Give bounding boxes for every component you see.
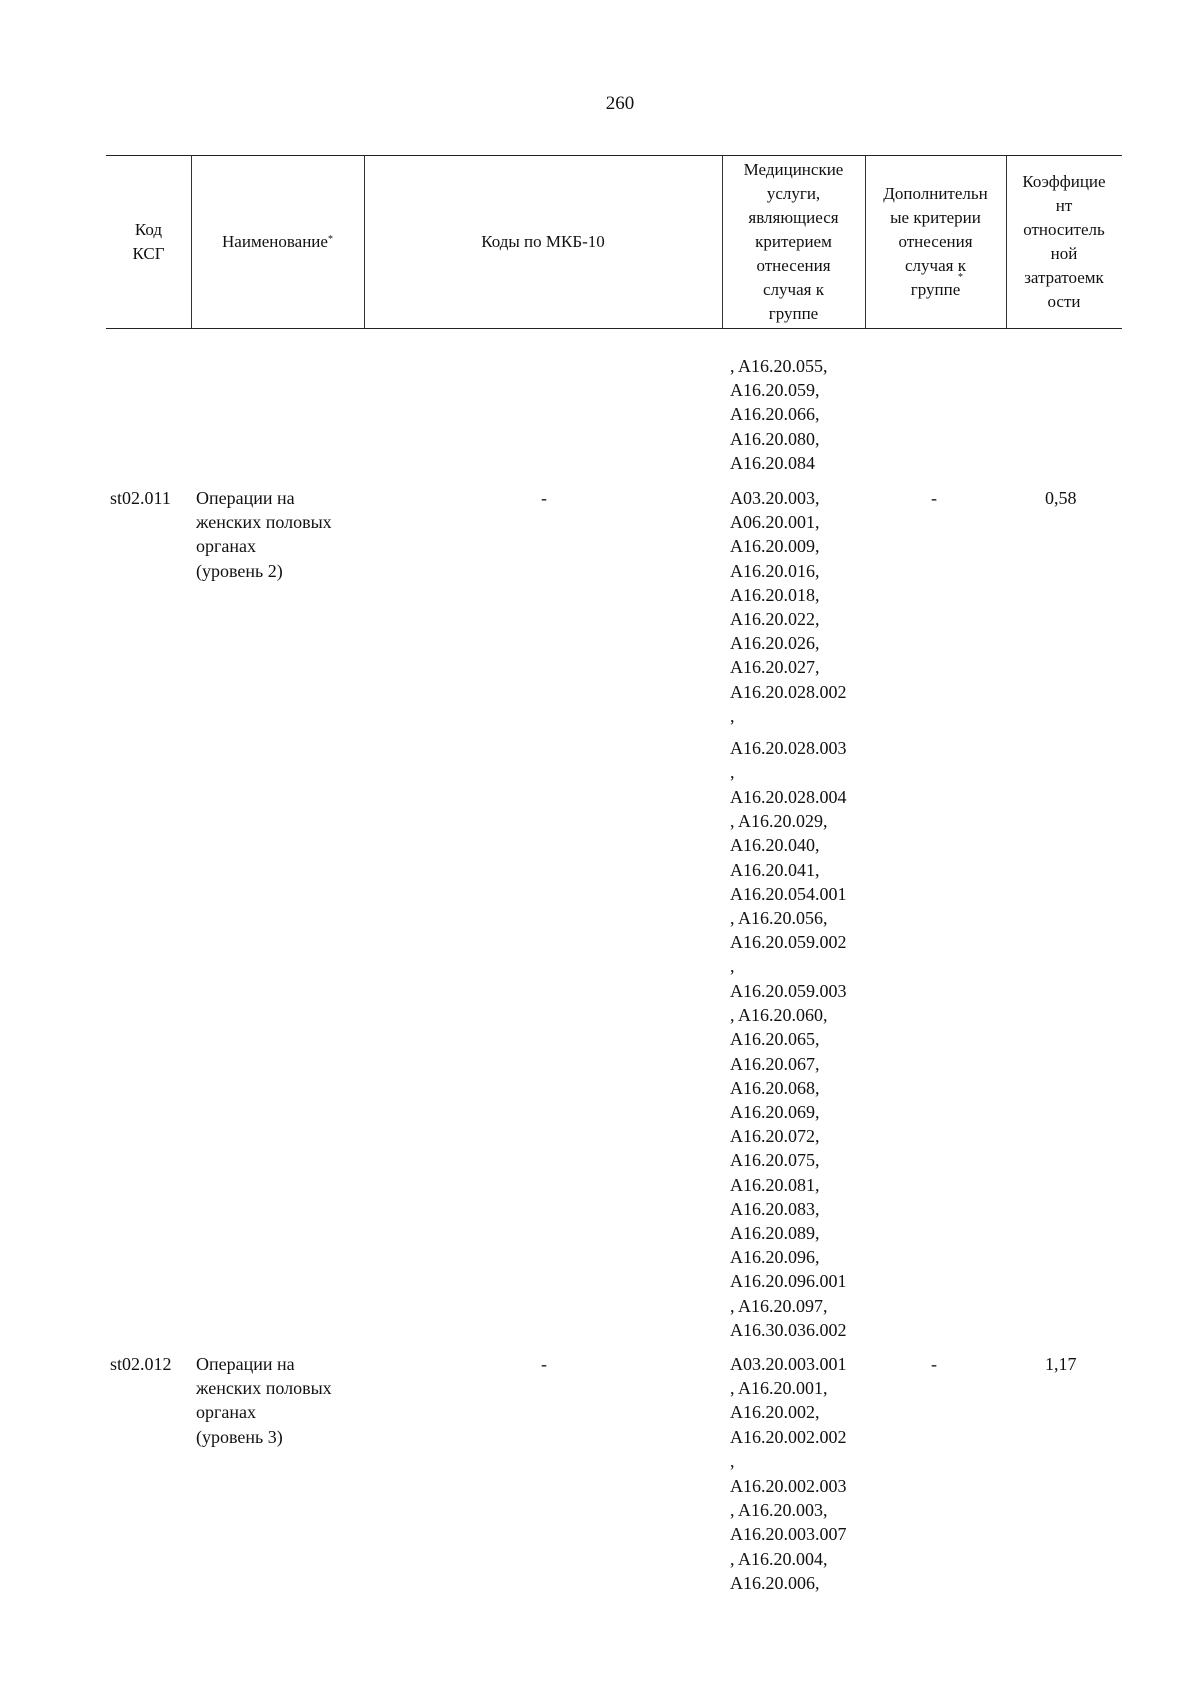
footnote-mark: * (327, 234, 333, 245)
row-code: st02.012 (110, 1354, 172, 1374)
row-extra: - (931, 1354, 937, 1374)
row-services: A03.20.003.001 , A16.20.001, A16.20.002, A16.20.002.002 , (730, 1354, 847, 1471)
row-extra: - (931, 488, 937, 508)
row-coefficient: 1,17 (1045, 1354, 1077, 1374)
row-code: st02.011 (110, 488, 171, 508)
header-code: Код КСГ (132, 220, 165, 263)
row-services: A03.20.003, A06.20.001, A16.20.009, A16.20.016, A16.20.018, A16.20.022, A16.20.026, A16.20.027, A16.20.028.002 , (730, 488, 847, 726)
table-header (106, 155, 1122, 329)
header-services: Медицинские услуги, являющиеся критерием отнесения случая к группе (743, 160, 844, 323)
row-mkb: - (541, 1354, 547, 1374)
page-number: 260 (605, 93, 635, 114)
header-name (191, 156, 364, 328)
row-services: A16.20.059.003 , A16.20.060, A16.20.065, A16.20.067, A16.20.068, A16.20.069, A16.20.072, A16.20.075, A16.20.081, A16.20.083, A16.20.089, A16.20.096, A16.20.096.001 , A16.20.097, A16.30.036.002 (730, 981, 847, 1340)
row-name: Операции на женских половых органах (уровень 2) (196, 488, 332, 581)
header-name-label: Наименование (222, 232, 328, 251)
footnote-mark: * (958, 272, 963, 283)
row-mkb: - (541, 488, 547, 508)
services-continuation: , A16.20.055, A16.20.059, A16.20.066, A16.20.080, A16.20.084 (730, 356, 828, 473)
row-name: Операции на женских половых органах (уровень 3) (196, 1354, 332, 1447)
row-services: A16.20.028.003 , (730, 738, 847, 783)
header-coefficient: Коэффицие нт относитель ной затратоемк ости (1022, 172, 1106, 311)
header-mkb: Коды по МКБ-10 (481, 232, 605, 251)
header-extra-label: Дополнительн ые критерии отнесения случая к группе (883, 184, 988, 299)
row-services: A16.20.002.003 , A16.20.003, A16.20.003.007 , A16.20.004, A16.20.006, (730, 1476, 847, 1593)
header-extra (865, 156, 1006, 328)
row-coefficient: 0,58 (1045, 488, 1077, 508)
row-services: A16.20.028.004 , A16.20.029, A16.20.040, A16.20.041, A16.20.054.001 , A16.20.056, A16.20.059.002 , (730, 787, 847, 977)
